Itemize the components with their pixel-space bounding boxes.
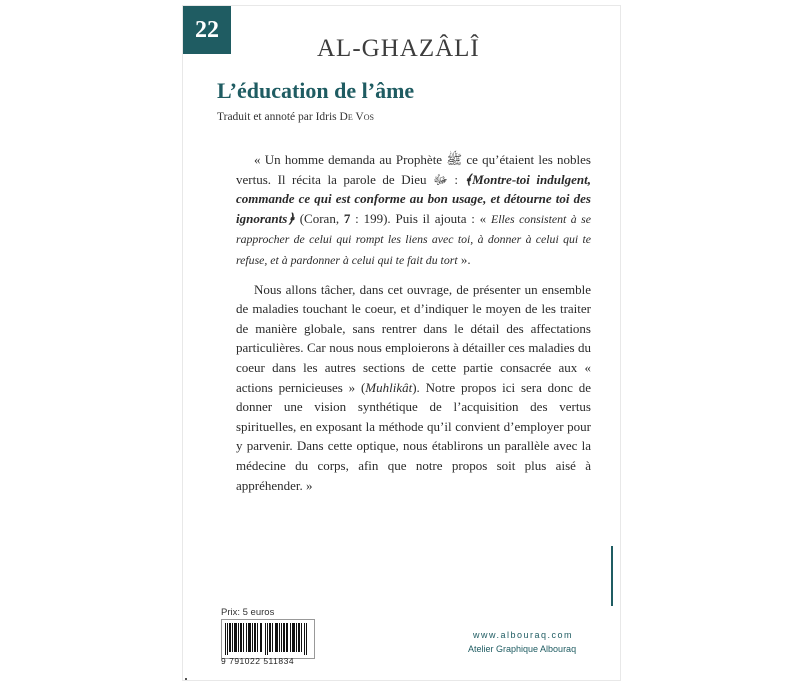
publisher-name: Atelier Graphique Albouraq — [468, 644, 577, 654]
book-title: L’éducation de l’âme — [217, 78, 415, 103]
p2-text-1: Nous allons tâcher, dans cet ouvrage, de présenter un ensemble de maladies touchant le coeur, et d’indiquer le moyen de les traiter de manière globale, sans rentrer dans le détail des affectations particulières. Car nous nous emploierons à détailler ces maladies du coeur dans les autres sections de cette partie consacrée aux « actions pernicieuses » ( — [236, 281, 591, 395]
stray-dot — [185, 678, 187, 680]
translator-credit — [217, 111, 374, 123]
barcode-icon — [225, 623, 311, 655]
blurb-paragraph-2 — [236, 280, 591, 496]
blurb-paragraph-1 — [236, 150, 591, 271]
isbn-number: 9 791022 511834 — [221, 656, 295, 666]
p1-text-2: (Coran, — [294, 210, 344, 226]
p1-text-1: « Un homme demanda au Prophète ﷺ ce qu’étaient les nobles vertus. Il récita la parole de Dieu ﷻ : — [236, 152, 591, 187]
book-back-cover — [183, 6, 620, 680]
decorative-rule — [611, 546, 613, 606]
series-number-badge: 22 — [183, 6, 231, 54]
price-label: Prix: 5 euros — [221, 607, 275, 618]
isbn-barcode — [221, 619, 315, 659]
verse-chapter: 7 — [343, 210, 351, 226]
p2-text-2: ). Notre propos ici sera donc de donner une vision synthétique de l’acquisition des vertus spirituelles, en exposant la méthode qu’il convient d’employer pour y parvenir. Dans cette optique, nous établirons un parallèle avec la médecine du corps, afin que notre propos soit plus aisé à appréhender. » — [236, 379, 591, 493]
blurb-text — [236, 150, 591, 495]
p1-text-3: : 199). Puis il ajouta : « — [350, 210, 491, 226]
publisher-website: www.albouraq.com — [473, 630, 574, 640]
p1-text-4: ». — [457, 251, 471, 267]
translator-prefix: Traduit et annoté par Idris — [217, 111, 337, 123]
author-name: AL-GHAZÂLÎ — [317, 35, 480, 62]
term-muhlikat: Muhlikât — [365, 379, 413, 395]
translator-surname: De Vos — [339, 111, 374, 123]
quran-quote: ﴾Montre-toi indulgent, commande ce qui est conforme au bon usage, et détourne toi des ignorants﴿ — [236, 171, 591, 226]
hadith-quote: Elles consistent à se rapprocher de celui qui rompt les liens avec toi, à donner à celui qui te refuse, et à pardonner à celui qui te fait du tort — [236, 211, 591, 267]
